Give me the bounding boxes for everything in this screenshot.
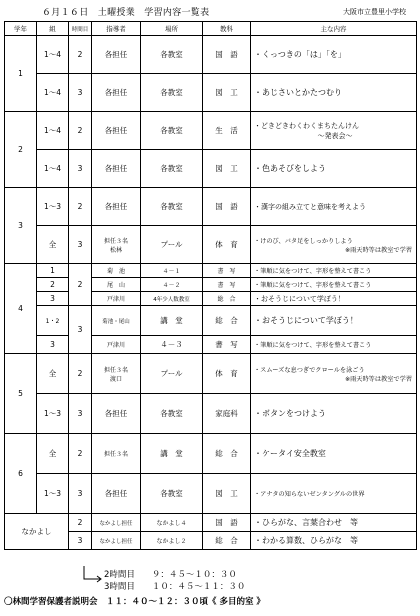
school-name: 大阪市立豊里小学校 (343, 8, 406, 16)
table-row (5, 354, 417, 394)
teacher-cell (92, 354, 141, 394)
class-cell: 1〜4 (37, 36, 69, 74)
header-grade: 学年 (5, 22, 37, 36)
place-cell: 講 堂 (141, 306, 203, 336)
table-row (5, 514, 417, 532)
grade-cell: 5 (5, 354, 37, 434)
period-cell: 3 (69, 226, 92, 264)
content-cell: ・筆順に気をつけて、字形を整えて書こう (251, 336, 417, 354)
place-cell: プール (141, 354, 203, 394)
grade-cell: 4 (5, 264, 37, 354)
class-cell: 1〜4 (37, 112, 69, 150)
class-cell: 全 (37, 226, 69, 264)
subject-cell: 総 合 (203, 434, 251, 474)
place-cell: 各教室 (141, 394, 203, 434)
period-cell: 2 (69, 112, 92, 150)
place-cell: 各教室 (141, 188, 203, 226)
teacher-cell: なかよし担任 (92, 514, 141, 532)
teacher-line2: 松林 (109, 246, 122, 254)
subject-cell: 国 語 (203, 514, 251, 532)
place-cell: 各教室 (141, 74, 203, 112)
place-cell: ４－１ (141, 264, 203, 278)
content-cell: ・アナタの知らないゼンタングルの世界 (251, 474, 417, 514)
subject-cell: 書 写 (203, 336, 251, 354)
grade-cell: 6 (5, 434, 37, 514)
schedule-table (4, 21, 417, 550)
table-row (5, 74, 417, 112)
table-row (5, 336, 417, 354)
subject-cell: 体 育 (203, 354, 251, 394)
period-cell: 2 (69, 514, 92, 532)
subject-cell: 生 活 (203, 112, 251, 150)
content-cell: ・あじさいとかたつむり (251, 74, 417, 112)
content-subline: 〜発表会〜 (317, 131, 353, 140)
table-header-row (5, 22, 417, 36)
period-cell: 3 (69, 150, 92, 188)
teacher-cell: 各担任 (92, 36, 141, 74)
header-place: 場所 (141, 22, 203, 36)
teacher-cell: 菊池・尾山 (92, 306, 141, 336)
teacher-cell: 各担任 (92, 394, 141, 434)
table-row (5, 112, 417, 150)
teacher-line: 担任３名 (103, 237, 128, 245)
table-row (5, 306, 417, 336)
content-cell: ・わかる算数、ひらがな 等 (251, 532, 417, 550)
class-cell: 1〜3 (37, 394, 69, 434)
content-cell (251, 354, 417, 394)
period-cell: 3 (69, 74, 92, 112)
place-cell: ４－２ (141, 278, 203, 292)
content-cell: ・筆順に気をつけて、字形を整えて書こう (251, 278, 417, 292)
content-cell: ・おそうじについて学ぼう！ (251, 306, 417, 336)
class-cell: 全 (37, 354, 69, 394)
table-row (5, 36, 417, 74)
class-cell: 1・2 (37, 306, 69, 336)
content-line: ・けのび、バタ足をしっかりしよう (254, 237, 353, 245)
teacher-line2: 渡口 (109, 375, 122, 383)
period-cell: 2 (69, 264, 92, 306)
content-subline: ※雨天時等は教室で学習 (344, 246, 412, 254)
content-cell (251, 226, 417, 264)
period-cell: 2 (69, 434, 92, 474)
teacher-cell: 各担任 (92, 112, 141, 150)
place-cell: なかよし４ (141, 514, 203, 532)
teacher-cell: 尾 山 (92, 278, 141, 292)
content-subline: ※雨天時等は教室で学習 (344, 375, 412, 383)
grade-cell: 3 (5, 188, 37, 264)
subject-cell: 総 合 (203, 532, 251, 550)
teacher-line: 担任３名 (103, 366, 128, 374)
table-row (5, 474, 417, 514)
header-teacher: 指導者 (92, 22, 141, 36)
table-row (5, 292, 417, 306)
place-cell: 各教室 (141, 474, 203, 514)
content-cell: ・漢字の組み立てと意味を考えよう (251, 188, 417, 226)
subject-cell: 総 合 (203, 292, 251, 306)
header-period: 時間目 (69, 22, 92, 36)
bracket-arrow-icon (80, 566, 106, 586)
table-row (5, 188, 417, 226)
header-content: 主な内容 (251, 22, 417, 36)
place-cell: 講 堂 (141, 434, 203, 474)
teacher-cell: なかよし担任 (92, 532, 141, 550)
content-cell: ・ケータイ安全教室 (251, 434, 417, 474)
teacher-cell: 各担任 (92, 150, 141, 188)
grade-cell: なかよし (5, 514, 69, 550)
subject-cell: 家庭科 (203, 394, 251, 434)
class-cell: 全 (37, 434, 69, 474)
subject-cell: 国 語 (203, 188, 251, 226)
content-line: ・どきどきわくわくまちたんけん (254, 121, 359, 130)
teacher-cell: 戸津川 (92, 292, 141, 306)
table-row (5, 226, 417, 264)
table-row (5, 394, 417, 434)
period-cell: 2 (69, 36, 92, 74)
teacher-cell (92, 226, 141, 264)
subject-cell: 図 工 (203, 150, 251, 188)
period-cell: 3 (69, 474, 92, 514)
class-cell: 3 (37, 336, 69, 354)
subject-cell: 国 語 (203, 36, 251, 74)
content-cell: ・くっつきの「は」「を」 (251, 36, 417, 74)
period-cell: 3 (69, 532, 92, 550)
content-cell: ・ボタンをつけよう (251, 394, 417, 434)
subject-cell: 図 工 (203, 474, 251, 514)
place-cell: 各教室 (141, 150, 203, 188)
period-3-time: 3時間目 １０：４５〜１１：３０ (104, 582, 246, 592)
content-line: ・スムーズな息つぎでクロールを泳ごう (254, 366, 365, 374)
period-cell: 3 (69, 306, 92, 354)
table-row (5, 278, 417, 292)
class-cell: 1〜4 (37, 150, 69, 188)
class-cell: 2 (37, 278, 69, 292)
content-cell (251, 112, 417, 150)
place-cell: プール (141, 226, 203, 264)
place-cell: 各教室 (141, 112, 203, 150)
place-cell: ４－３ (141, 336, 203, 354)
subject-cell: 書 写 (203, 264, 251, 278)
content-cell: ・筆順に気をつけて、字形を整えて書こう (251, 264, 417, 278)
period-cell: 3 (69, 394, 92, 434)
period-cell: 2 (69, 354, 92, 394)
subject-cell: 書 写 (203, 278, 251, 292)
teacher-cell: 菊 池 (92, 264, 141, 278)
page-title: ６月１６日 土曜授業 学習内容一覧表 (42, 8, 210, 18)
table-row (5, 150, 417, 188)
teacher-cell: 戸津川 (92, 336, 141, 354)
class-cell: 1 (37, 264, 69, 278)
table-row (5, 434, 417, 474)
grade-cell: 1 (5, 36, 37, 112)
subject-cell: 体 育 (203, 226, 251, 264)
content-cell: ・色あそびをしよう (251, 150, 417, 188)
subject-cell: 総 合 (203, 306, 251, 336)
teacher-cell: 各担任 (92, 74, 141, 112)
meeting-notice: 〇林間学習保護者説明会 １１：４０〜１２：３０頃《 多目的室 》 (4, 597, 265, 607)
teacher-cell: 各担任 (92, 188, 141, 226)
teacher-cell: 担任３名 (92, 434, 141, 474)
place-cell: 各教室 (141, 36, 203, 74)
content-cell: ・ひらがな、言葉合わせ 等 (251, 514, 417, 532)
content-cell: ・おそうじについて学ぼう！ (251, 292, 417, 306)
grade-cell: 2 (5, 112, 37, 188)
class-cell: 1〜3 (37, 188, 69, 226)
table-row (5, 264, 417, 278)
subject-cell: 図 工 (203, 74, 251, 112)
teacher-cell: 各担任 (92, 474, 141, 514)
header-class: 組 (37, 22, 69, 36)
place-cell: 4年少人数教室 (141, 292, 203, 306)
period-cell: 2 (69, 188, 92, 226)
place-cell: なかよし２ (141, 532, 203, 550)
class-cell: 1〜3 (37, 474, 69, 514)
class-cell: 1〜4 (37, 74, 69, 112)
header-subject: 教科 (203, 22, 251, 36)
class-cell: 3 (37, 292, 69, 306)
period-2-time: 2時間目 ９：４５〜１０：３０ (104, 570, 237, 580)
